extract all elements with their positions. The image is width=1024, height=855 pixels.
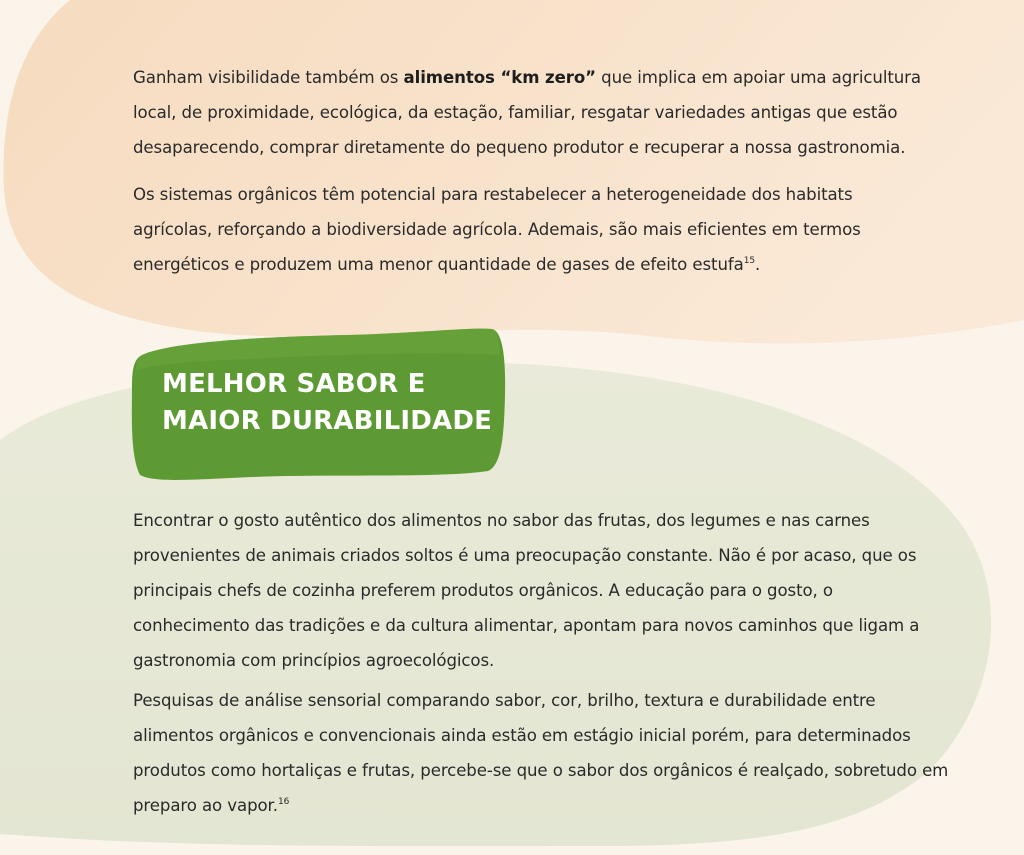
footnote-ref-16: 16 [277,797,290,807]
paragraph-end: . [754,255,761,274]
paragraph-text: Os sistemas orgânicos têm potencial para restabelecer a heterogeneidade dos habitats agrícolas, reforçando a biodiversidade agrícola. Ademais, são mais eficientes em termos energéticos e produzem uma menor quantidade de gases de efeito estufa [133,185,861,274]
intro-paragraph-km-zero [133,60,933,165]
footnote-ref-15: 15 [743,256,755,266]
sensory-analysis-paragraph [133,683,953,823]
heading-line-1: MELHOR SABOR E [162,369,426,399]
paragraph-text: Encontrar o gosto autêntico dos alimentos no sabor das frutas, dos legumes e nas carnes provenientes de animais criados soltos é uma preocupação constante. Não é por acaso, que os principais chefs de cozinha preferem produtos orgânicos. A educação para o gosto, o conhecimento das tradições e da cultura alimentar, apontam para novos caminhos que ligam a gastronomia com princípios agroecológicos. [133,511,920,670]
paragraph-text: Pesquisas de análise sensorial comparando sabor, cor, brilho, textura e durabilidade entre alimentos orgânicos e convencionais ainda estão em estágio inicial porém, para determinados produtos como hortaliças e frutas, percebe-se que o sabor dos orgânicos é realçado, sobretudo em preparo ao vapor. [133,691,949,815]
heading-line-2: MAIOR DURABILIDADE [162,406,493,436]
highlight-km-zero: alimentos “km zero” [403,68,596,87]
paragraph-text: que implica em apoiar uma agricultura local, de proximidade, ecológica, da estação, familiar, resgatar variedades antigas que estão desaparecendo, comprar diretamente do pequeno produtor e recuperar a nossa gastronomia. [133,68,921,157]
paragraph-text: Ganham visibilidade também os [133,68,404,87]
authentic-taste-paragraph [133,503,953,678]
organic-systems-paragraph [133,177,933,282]
section-heading [162,366,492,440]
